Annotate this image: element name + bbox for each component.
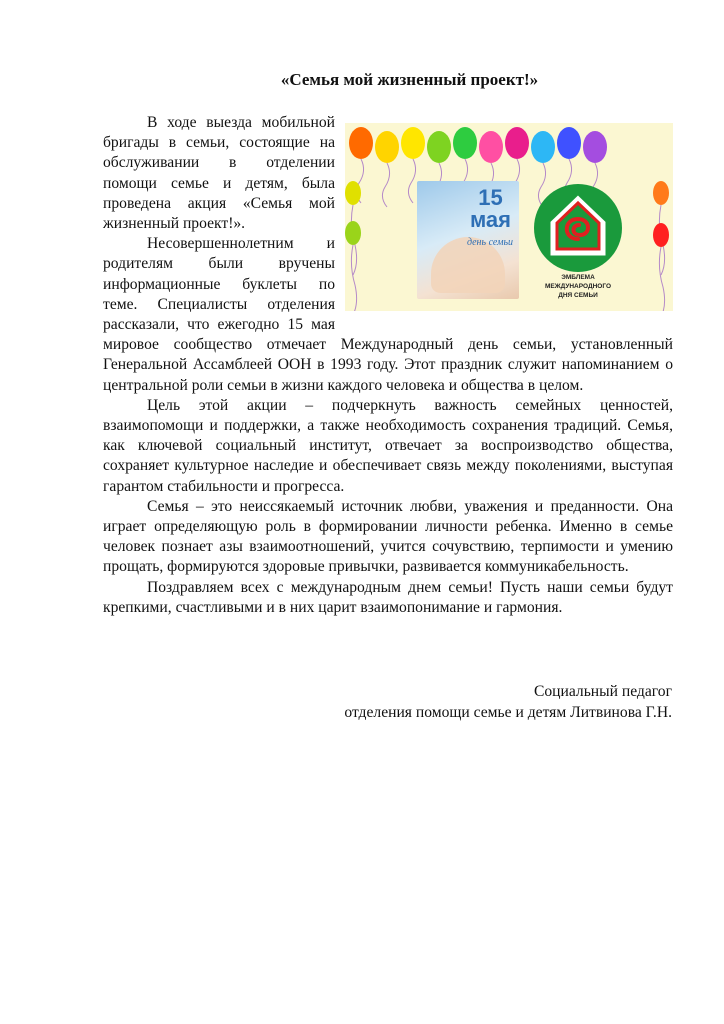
signature-name: отделения помощи семье и детям Литвинова Г.Н.	[344, 704, 672, 721]
emblem-caption: ЭМБЛЕМА МЕЖДУНАРОДНОГО ДНЯ СЕМЬИ	[544, 274, 612, 299]
signature-position: Социальный педагог	[533, 683, 672, 700]
balloon-icon	[453, 127, 477, 159]
paragraph-5: Поздравляем всех с международным днем семьи! Пусть наши семьи будут крепкими, счастливыми и в них царит взаимопонимание и гармония.	[103, 578, 673, 616]
balloon-icon	[557, 127, 581, 159]
photo-date-text: 15 мая	[469, 185, 511, 232]
hands-photo	[417, 181, 519, 299]
balloon-icon	[531, 131, 555, 163]
balloon-icon	[345, 221, 361, 245]
balloon-icon	[479, 131, 503, 163]
balloon-icon	[653, 223, 669, 247]
balloon-icon	[401, 127, 425, 159]
page-title: «Семья мой жизненный проект!»	[280, 70, 539, 89]
balloon-icon	[583, 131, 607, 163]
photo-caption-text: день семьи	[466, 237, 513, 248]
family-day-image	[345, 123, 673, 311]
balloon-icon	[427, 131, 451, 163]
paragraph-2: Несовершеннолетним и родителям были вручены информационные буклеты по теме. Специалисты отделения рассказали, что ежегодно 15 мая мировое сообщество отмечает Международный день семьи, установленный Генеральной Ассамблеей ООН в 1993 году. Этот праздник служит напоминанием о центральной роли семьи в жизни каждого человека и общества в целом.	[103, 235, 673, 394]
paragraph-3: Цель этой акции – подчеркнуть важность семейных ценностей, взаимопомощи и поддержки, а также необходимость сохранения традиций. Семья, как ключевой социальный институт, отвечает за воспроизводство общества, сохраняет культурное наследие и обеспечивает связь между поколениями, выступая гарантом стабильности и прогресса.	[103, 396, 673, 495]
balloon-icon	[653, 181, 669, 205]
paragraph-4: Семья – это неиссякаемый источник любви, уважения и преданности. Она играет определяющую роль в формировании личности ребенка. Именно в семье человек познает азы взаимоотношений, учится сочувствию, терпимости и умению прощать, формируются здоровые привычки, развивается коммуникабельность.	[103, 497, 673, 576]
document-body	[103, 113, 673, 618]
balloon-icon	[349, 127, 373, 159]
paragraph-1: В ходе выезда мобильной бригады в семьи, состоящие на обслуживании в отделении помощи семье и детям, была проведена акция «Семья мой жизненный проект!».	[103, 114, 335, 233]
signature-block	[172, 681, 672, 723]
balloon-icon	[345, 181, 361, 205]
balloon-icon	[505, 127, 529, 159]
family-day-emblem-icon	[533, 183, 623, 273]
balloon-icon	[375, 131, 399, 163]
